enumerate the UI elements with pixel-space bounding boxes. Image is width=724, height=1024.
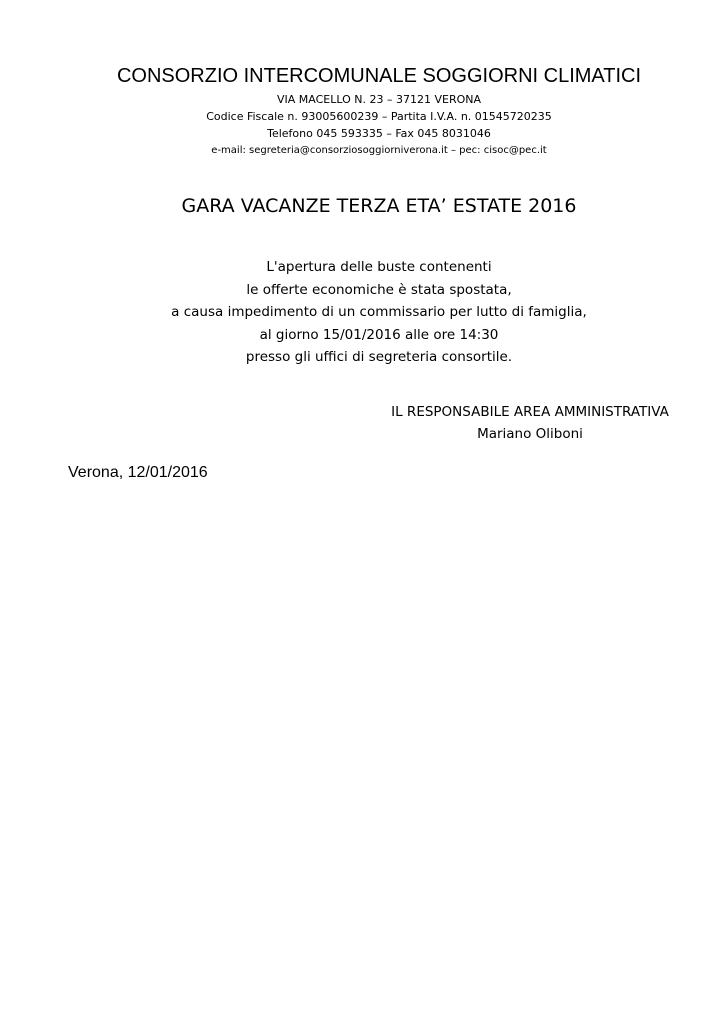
phone-fax-line: Telefono 045 593335 – Fax 045 8031046	[267, 127, 491, 140]
signatory-role: IL RESPONSABILE AREA AMMINISTRATIVA	[391, 404, 669, 420]
address-line: VIA MACELLO N. 23 – 37121 VERONA	[277, 93, 481, 106]
organization-name: CONSORZIO INTERCOMUNALE SOGGIORNI CLIMATICI	[116, 65, 642, 87]
fiscal-code-line: Codice Fiscale n. 93005600239 – Partita I.V.A. n. 01545720235	[206, 110, 552, 123]
letterhead-details	[0, 91, 724, 159]
signature-block	[300, 401, 724, 445]
body-line: presso gli uffici di segreteria consortile.	[245, 349, 513, 365]
body-line: le offerte economiche è stata spostata,	[246, 281, 512, 298]
place-and-date: Verona, 12/01/2016	[68, 464, 208, 481]
body-line: al giorno 15/01/2016 alle ore 14:30	[259, 326, 499, 343]
signatory-name: Mariano Oliboni	[477, 426, 583, 442]
email-pec-line: e-mail: segreteria@consorziosoggiorniverona.it – pec: cisoc@pec.it	[211, 145, 547, 156]
document-title: GARA VACANZE TERZA ETA’ ESTATE 2016	[181, 195, 577, 217]
body-line: a causa impedimento di un commissario per lutto di famiglia,	[171, 304, 587, 320]
body-line: L'apertura delle buste contenenti	[266, 259, 492, 275]
notice-body	[0, 256, 724, 369]
